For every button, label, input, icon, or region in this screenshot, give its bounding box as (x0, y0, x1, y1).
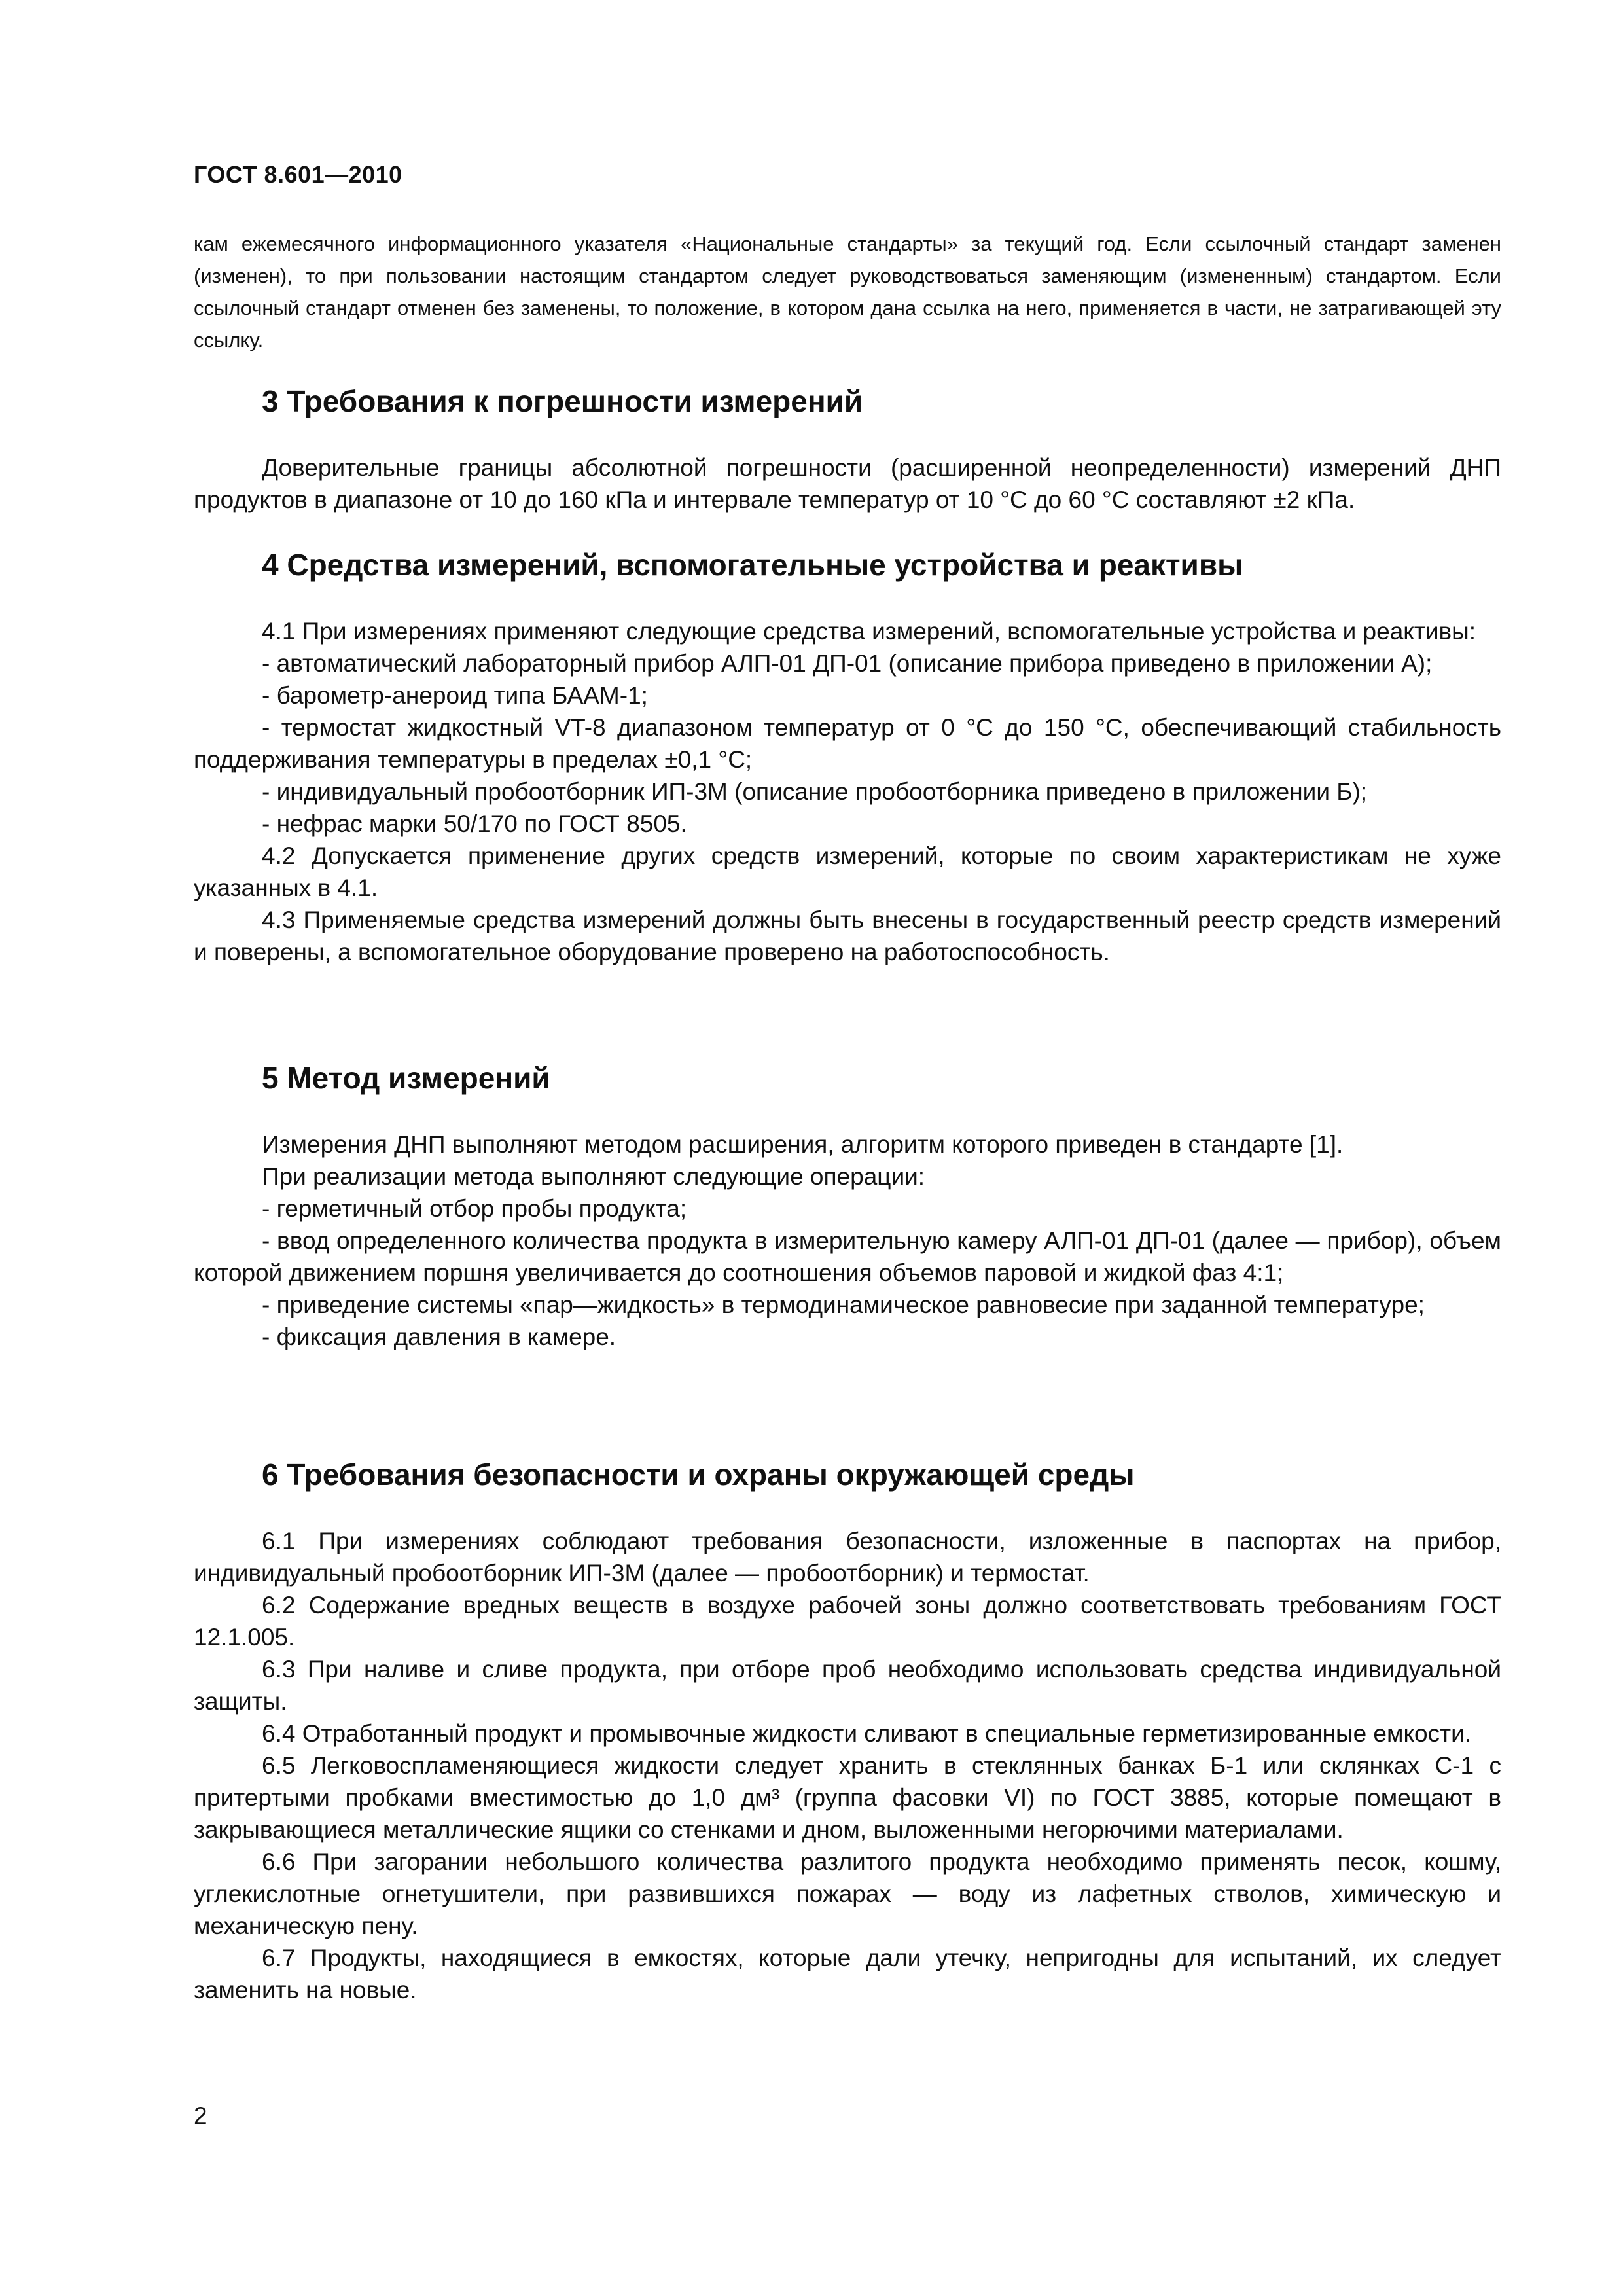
list-item: - автоматический лабораторный прибор АЛП-01 ДП-01 (описание прибора приведено в приложении А); (262, 650, 1433, 677)
paragraph-6-3: 6.3 При наливе и сливе продукта, при отборе проб необходимо использовать средства индивидуальной защиты. (194, 1656, 1501, 1715)
section-4-title: 4 Средства измерений, вспомогательные устройства и реактивы (262, 548, 1243, 582)
page-number: 2 (194, 2102, 207, 2129)
list-item: - герметичный отбор пробы продукта; (262, 1195, 687, 1222)
paragraph-6-5: 6.5 Легковоспламеняющиеся жидкости следует хранить в стеклянных банках Б-1 или склянках С-1 с притертыми пробками вместимостью до 1,0 дм³ (группа фасовки VI) по ГОСТ 3885, которые помещают в закрывающиеся металлические ящики со стенками и дном, выложенными негорючими материалами. (194, 1752, 1501, 1843)
list-item: - индивидуальный пробоотборник ИП-3М (описание пробоотборника приведено в приложении Б); (262, 778, 1368, 805)
intro-text: кам ежемесячного информационного указателя «Национальные стандарты» за текущий год. Если ссылочный стандарт заменен (изменен), то при пользовании настоящим стандартом следует руководствоваться заменяющим (измененным) стандартом. Если ссылочный стандарт отменен без заменены, то положение, в котором дана ссылка на него, применяется в части, не затрагивающей эту ссылку. (194, 232, 1501, 351)
paragraph-6-4: 6.4 Отработанный продукт и промывочные жидкости сливают в специальные герметизированные емкости. (262, 1720, 1472, 1747)
list-item: - нефрас марки 50/170 по ГОСТ 8505. (262, 810, 687, 837)
paragraph-6-6: 6.6 При загорании небольшого количества разлитого продукта необходимо применять песок, кошму, углекислотные огнетушители, при развившихся пожарах — воду из лафетных стволов, химическую и механическую пену. (194, 1848, 1501, 1939)
list-item: - барометр-анероид типа БААМ-1; (262, 682, 648, 709)
paragraph-4-2: 4.2 Допускается применение других средств измерений, которые по своим характеристикам не хуже указанных в 4.1. (194, 842, 1501, 901)
section-6-title: 6 Требования безопасности и охраны окружающей среды (262, 1458, 1135, 1492)
section-5-body (194, 1128, 1501, 1353)
section-5-title: 5 Метод измерений (262, 1061, 550, 1095)
section-4-body (194, 615, 1501, 968)
section-3-title: 3 Требования к погрешности измерений (262, 384, 863, 418)
paragraph: При реализации метода выполняют следующие операции: (262, 1163, 925, 1190)
paragraph-4-1: 4.1 При измерениях применяют следующие средства измерений, вспомогательные устройства и реактивы: (262, 618, 1476, 645)
paragraph-4-3: 4.3 Применяемые средства измерений должны быть внесены в государственный реестр средств измерений и поверены, а вспомогательное оборудование проверено на работоспособность. (194, 906, 1501, 965)
paragraph: Измерения ДНП выполняют методом расширения, алгоритм которого приведен в стандарте [1]. (262, 1131, 1344, 1158)
paragraph-6-2: 6.2 Содержание вредных веществ в воздухе рабочей зоны должно соответствовать требованиям ГОСТ 12.1.005. (194, 1592, 1501, 1651)
paragraph-6-1: 6.1 При измерениях соблюдают требования безопасности, изложенные в паспортах на прибор, индивидуальный пробоотборник ИП-3М (далее — пробоотборник) и термостат. (194, 1528, 1501, 1587)
section-6-body (194, 1525, 1501, 2006)
list-item: - термостат жидкостный VT-8 диапазоном температур от 0 °С до 150 °С, обеспечивающий стабильность поддерживания температуры в пределах ±0,1 °С; (194, 714, 1501, 773)
section-3-body (194, 452, 1501, 516)
page-header: ГОСТ 8.601—2010 (194, 161, 402, 188)
list-item: - ввод определенного количества продукта в измерительную камеру АЛП-01 ДП-01 (далее — прибор), объем которой движением поршня увеличивается до соотношения объемов паровой и жидкой фаз 4:1; (194, 1227, 1501, 1286)
paragraph: Доверительные границы абсолютной погрешности (расширенной неопределенности) измерений ДНП продуктов в диапазоне от 10 до 160 кПа и интервале температур от 10 °С до 60 °С составляют ±2 кПа. (194, 454, 1501, 513)
paragraph-6-7: 6.7 Продукты, находящиеся в емкостях, которые дали утечку, непригодны для испытаний, их следует заменить на новые. (194, 1945, 1501, 2003)
list-item: - фиксация давления в камере. (262, 1323, 616, 1350)
list-item: - приведение системы «пар—жидкость» в термодинамическое равновесие при заданной температуре; (262, 1291, 1425, 1318)
intro-paragraph (194, 228, 1501, 356)
